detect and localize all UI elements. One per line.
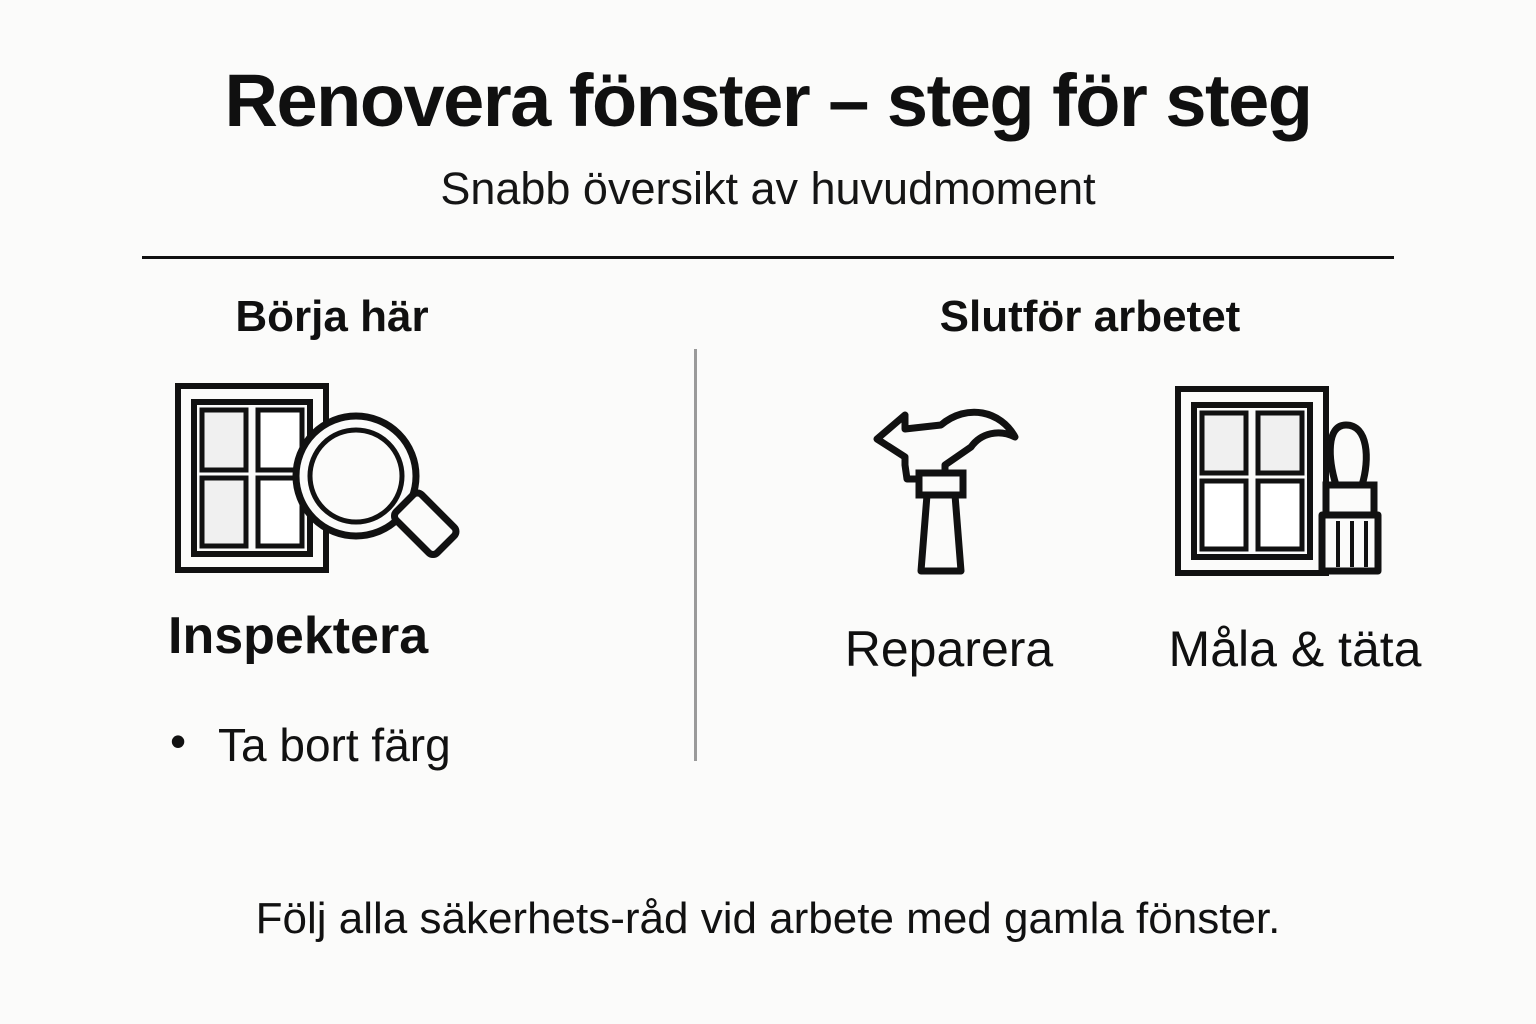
header <box>0 0 1536 216</box>
horizontal-rule <box>142 256 1394 259</box>
column-left <box>0 293 694 773</box>
step-label-inspektera: Inspektera <box>168 606 429 665</box>
window-paintbrush-icon-wrap <box>1150 378 1440 594</box>
inspect-icon-row <box>110 378 674 578</box>
left-bullet-list <box>110 718 674 773</box>
footer-note: Följ alla säkerhets-råd vid arbete med gamla fönster. <box>255 894 1281 944</box>
right-items-row <box>764 378 1476 678</box>
window-magnifier-icon <box>170 378 674 578</box>
column-left-heading: Börja här <box>235 292 429 342</box>
list-item: • Ta bort färg <box>166 718 674 773</box>
step-reparera <box>804 378 1094 678</box>
column-right-heading: Slutför arbetet <box>939 292 1241 342</box>
vertical-divider <box>694 349 697 761</box>
page-title: Renovera fönster – steg för steg <box>224 59 1312 142</box>
hammer-icon <box>849 381 1049 591</box>
step-mala-tata <box>1150 378 1440 678</box>
columns-container <box>0 293 1536 833</box>
step-label-mala-tata: Måla & täta <box>1168 620 1422 677</box>
window-paintbrush-icon <box>1170 381 1420 591</box>
step-label-reparera: Reparera <box>844 620 1054 677</box>
hammer-icon-wrap <box>804 378 1094 594</box>
column-right <box>694 293 1536 677</box>
page-subtitle: Snabb översikt av huvudmoment <box>440 163 1096 215</box>
